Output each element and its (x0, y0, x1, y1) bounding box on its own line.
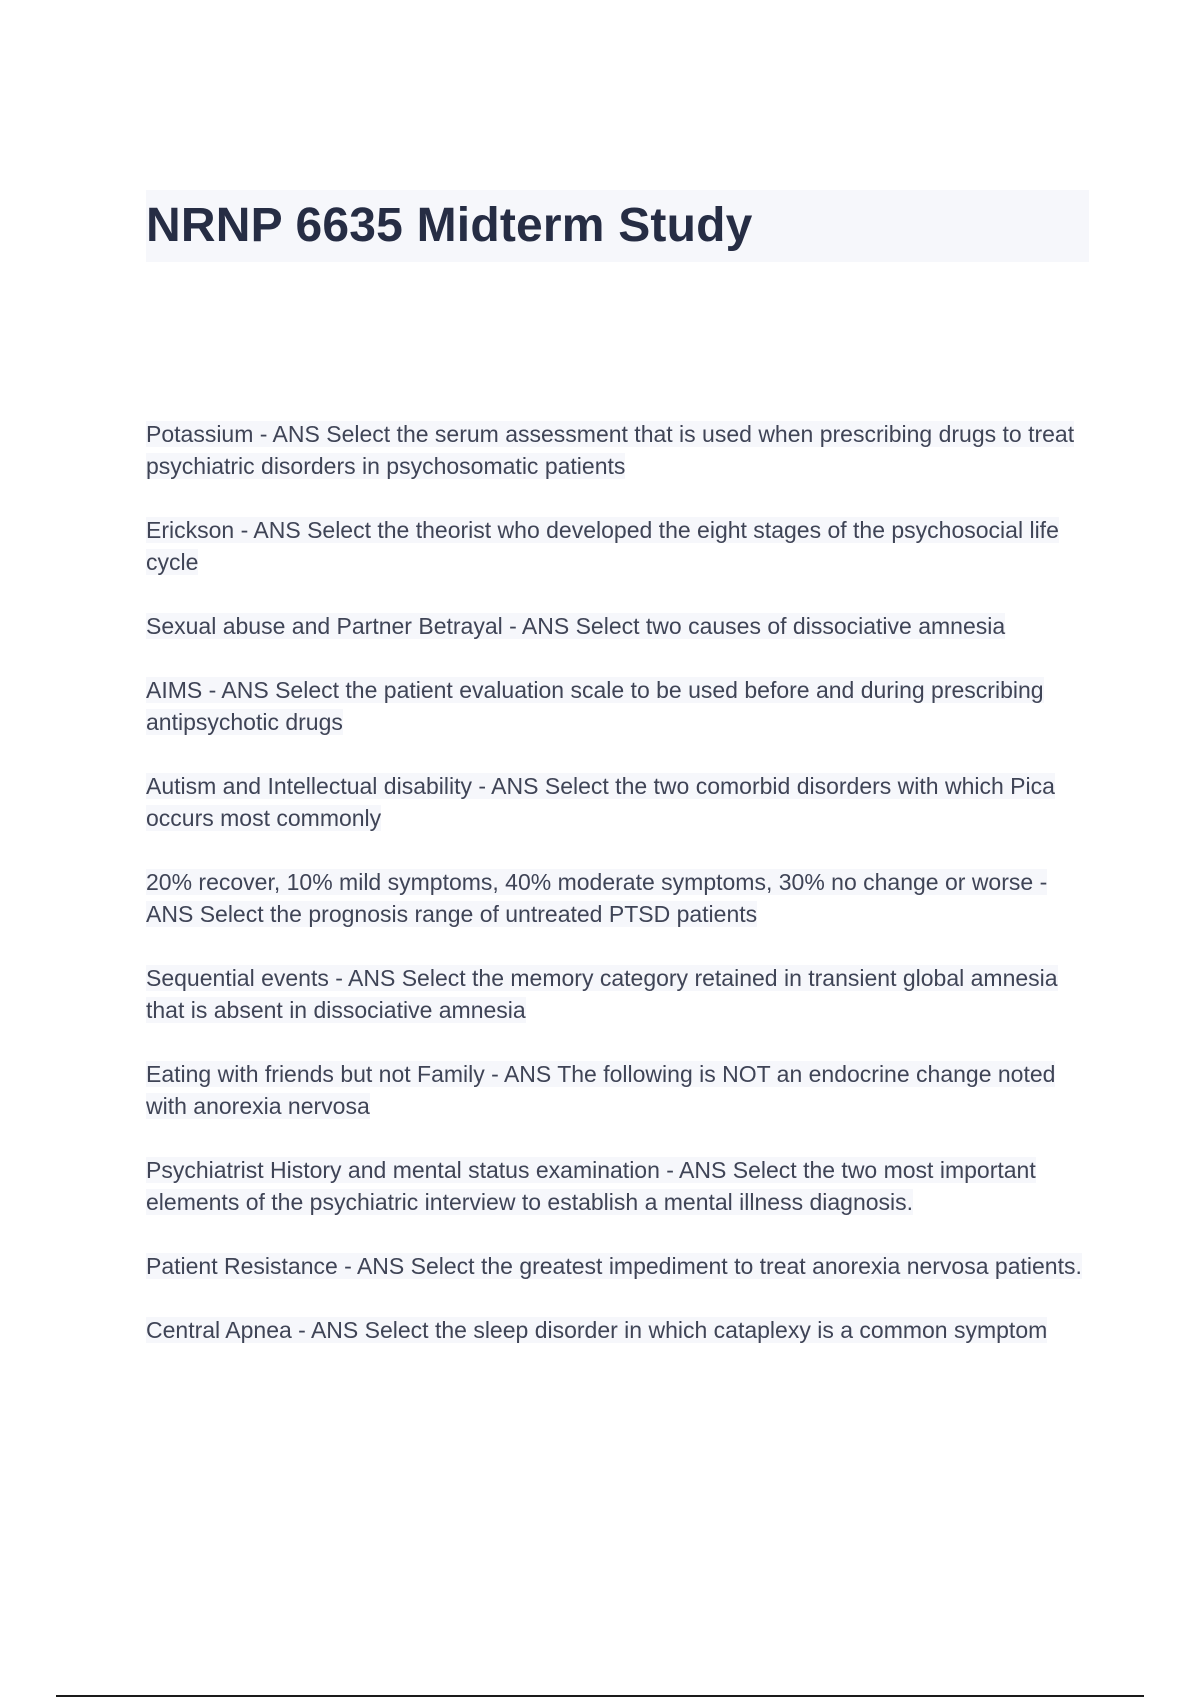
qa-answer: Patient Resistance (146, 1253, 338, 1279)
qa-separator: - ANS (484, 1061, 558, 1087)
qa-answer: Eating with friends but not Family (146, 1061, 485, 1087)
qa-item (146, 1154, 1089, 1218)
qa-question: Select the greatest impediment to treat anorexia nervosa patients. (410, 1253, 1082, 1279)
qa-separator: - ANS (202, 677, 276, 703)
qa-line (146, 773, 1055, 831)
qa-item (146, 962, 1089, 1026)
qa-answer: Autism and Intellectual disability (146, 773, 472, 799)
qa-answer: Central Apnea (146, 1317, 292, 1343)
qa-answer: AIMS (146, 677, 203, 703)
qa-question: Select the sleep disorder in which cataplexy is a common symptom (364, 1317, 1048, 1343)
qa-item (146, 1250, 1089, 1282)
qa-separator: - ANS (659, 1157, 733, 1183)
qa-question: Select the theorist who developed the eight stages of the psychosocial life cycle (146, 517, 1059, 575)
qa-line (146, 1061, 1055, 1119)
qa-separator: - ANS (337, 1253, 411, 1279)
qa-question: The following is NOT an endocrine change noted with anorexia nervosa (146, 1061, 1056, 1119)
qa-separator: - ANS (253, 421, 327, 447)
qa-question: Select the memory category retained in transient global amnesia that is absent in dissociative amnesia (146, 965, 1058, 1023)
qa-item (146, 674, 1089, 738)
page-title: NRNP 6635 Midterm Study (146, 199, 753, 252)
qa-answer: Erickson (146, 517, 235, 543)
qa-item (146, 1058, 1089, 1122)
qa-line (146, 965, 1058, 1023)
qa-line (146, 869, 1047, 927)
qa-item (146, 1314, 1089, 1346)
qa-answer: Sexual abuse and Partner Betrayal (146, 613, 503, 639)
qa-answer: Potassium (146, 421, 254, 447)
qa-question: Select two causes of dissociative amnesia (575, 613, 1006, 639)
qa-item (146, 418, 1089, 482)
qa-separator: - ANS (234, 517, 308, 543)
qa-answer: Psychiatrist History and mental status examination (146, 1157, 660, 1183)
qa-item (146, 514, 1089, 578)
qa-line (146, 613, 1005, 639)
qa-list (146, 418, 1089, 1378)
qa-line (146, 1157, 1036, 1215)
qa-question: Select the two most important elements of the psychiatric interview to establish a mental illness diagnosis. (146, 1157, 1036, 1215)
qa-line (146, 677, 1044, 735)
qa-answer: Sequential events (146, 965, 329, 991)
qa-line (146, 517, 1059, 575)
qa-question: Select the patient evaluation scale to be used before and during prescribing antipsychotic drugs (146, 677, 1044, 735)
qa-line (146, 421, 1074, 479)
qa-separator: - ANS (502, 613, 576, 639)
qa-separator: - ANS (291, 1317, 365, 1343)
qa-line (146, 1317, 1047, 1343)
qa-separator: - ANS (472, 773, 545, 799)
qa-line (146, 1253, 1082, 1279)
title-block (146, 190, 1089, 262)
footer-rule (56, 1695, 1144, 1697)
qa-question: Select the serum assessment that is used when prescribing drugs to treat psychiatric disorders in psychosomatic patients (146, 421, 1075, 479)
qa-separator: - ANS (146, 869, 1048, 927)
qa-question: Select the prognosis range of untreated PTSD patients (199, 901, 758, 927)
qa-separator: - ANS (328, 965, 402, 991)
qa-answer: 20% recover, 10% mild symptoms, 40% moderate symptoms, 30% no change or worse (146, 869, 1034, 895)
qa-question: Select the two comorbid disorders with which Pica occurs most commonly (146, 773, 1055, 831)
qa-item (146, 610, 1089, 642)
qa-item (146, 770, 1089, 834)
qa-item (146, 866, 1089, 930)
